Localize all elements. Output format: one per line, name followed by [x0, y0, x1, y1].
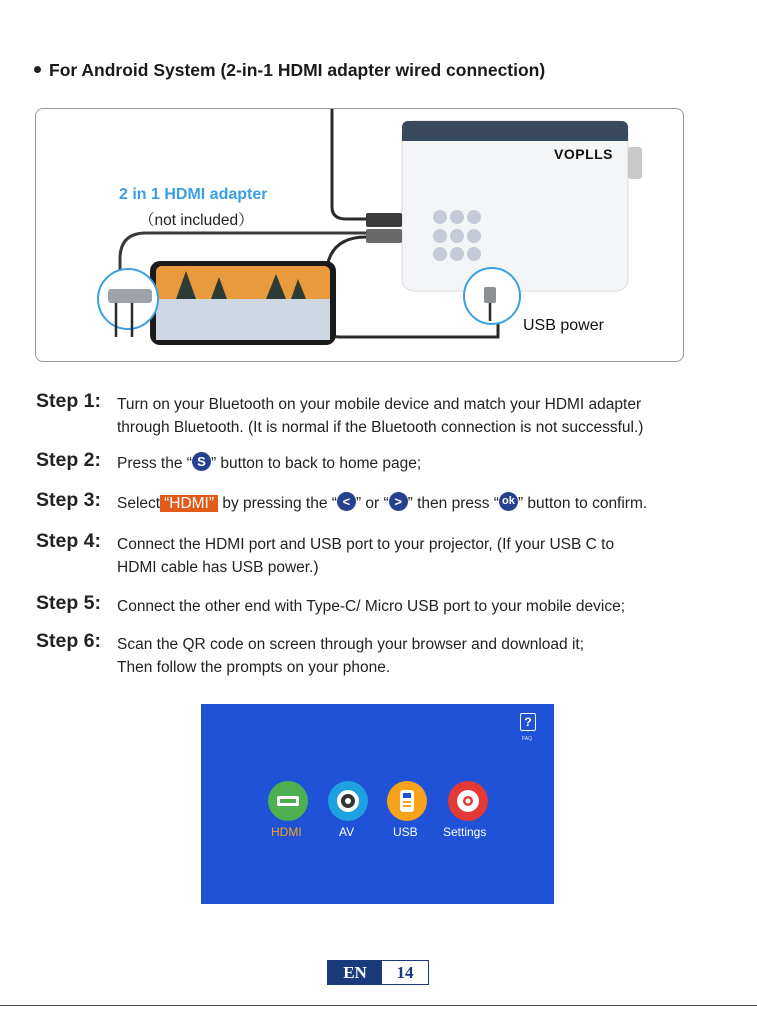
ok-button-icon: ok	[499, 492, 518, 511]
step-text: Press the “ S ” button to back to home page;	[117, 454, 422, 472]
step-label: Step 4:	[36, 530, 102, 552]
menu-label-usb[interactable]: USB	[393, 825, 418, 839]
projector-home-screen	[201, 704, 554, 904]
step-text: Scan the QR code on screen through your browser and download it; Then follow the prompts on your phone.	[117, 636, 584, 676]
menu-label-hdmi[interactable]: HDMI	[271, 825, 302, 839]
s-button-icon: S	[192, 452, 211, 471]
language-tag: EN	[328, 961, 382, 984]
left-button-icon: <	[337, 492, 356, 511]
step-label: Step 5:	[36, 592, 102, 614]
page-number: 14	[396, 963, 414, 982]
settings-icon[interactable]	[448, 781, 488, 821]
projector-brand: VOPLLS	[554, 146, 614, 162]
step-text: Connect the other end with Type-C/ Micro USB port to your mobile device;	[117, 598, 626, 615]
help-label: FAQ	[522, 736, 533, 742]
av-icon[interactable]	[328, 781, 368, 821]
help-icon[interactable]: ?	[520, 713, 536, 731]
step-text: Connect the HDMI port and USB port to your projector, (If your USB C to HDMI cable has USB power.)	[117, 536, 615, 576]
step-label: Step 6:	[36, 630, 102, 652]
menu-label-settings[interactable]: Settings	[443, 825, 487, 839]
adapter-title: 2 in 1 HDMI adapter	[119, 186, 268, 203]
hdmi-highlight: “HDMI”	[160, 495, 218, 512]
adapter-note: （not included）	[139, 212, 254, 229]
step-label: Step 3:	[36, 489, 102, 511]
usb-power-label: USB power	[523, 317, 604, 334]
section-heading: For Android System (2-in-1 HDMI adapter wired connection)	[34, 60, 545, 81]
bullet-icon	[34, 66, 41, 73]
bottom-rule	[0, 1005, 757, 1006]
right-button-icon: >	[389, 492, 408, 511]
menu-label-av[interactable]: AV	[339, 825, 355, 839]
step-label: Step 1:	[36, 390, 102, 412]
page-footer	[327, 960, 429, 985]
hdmi-icon[interactable]	[268, 781, 308, 821]
step-label: Step 2:	[36, 449, 102, 471]
step-text: Turn on your Bluetooth on your mobile device and match your HDMI adapter through Bluetooth. (It is normal if the Bluetooth connection is not successful.)	[117, 396, 644, 436]
connection-diagram	[35, 108, 684, 362]
step-text: Select “HDMI” by pressing the “ < ” or “ > ” then press “ ok ” button to confirm.	[117, 494, 648, 512]
usb-icon[interactable]	[387, 781, 427, 821]
